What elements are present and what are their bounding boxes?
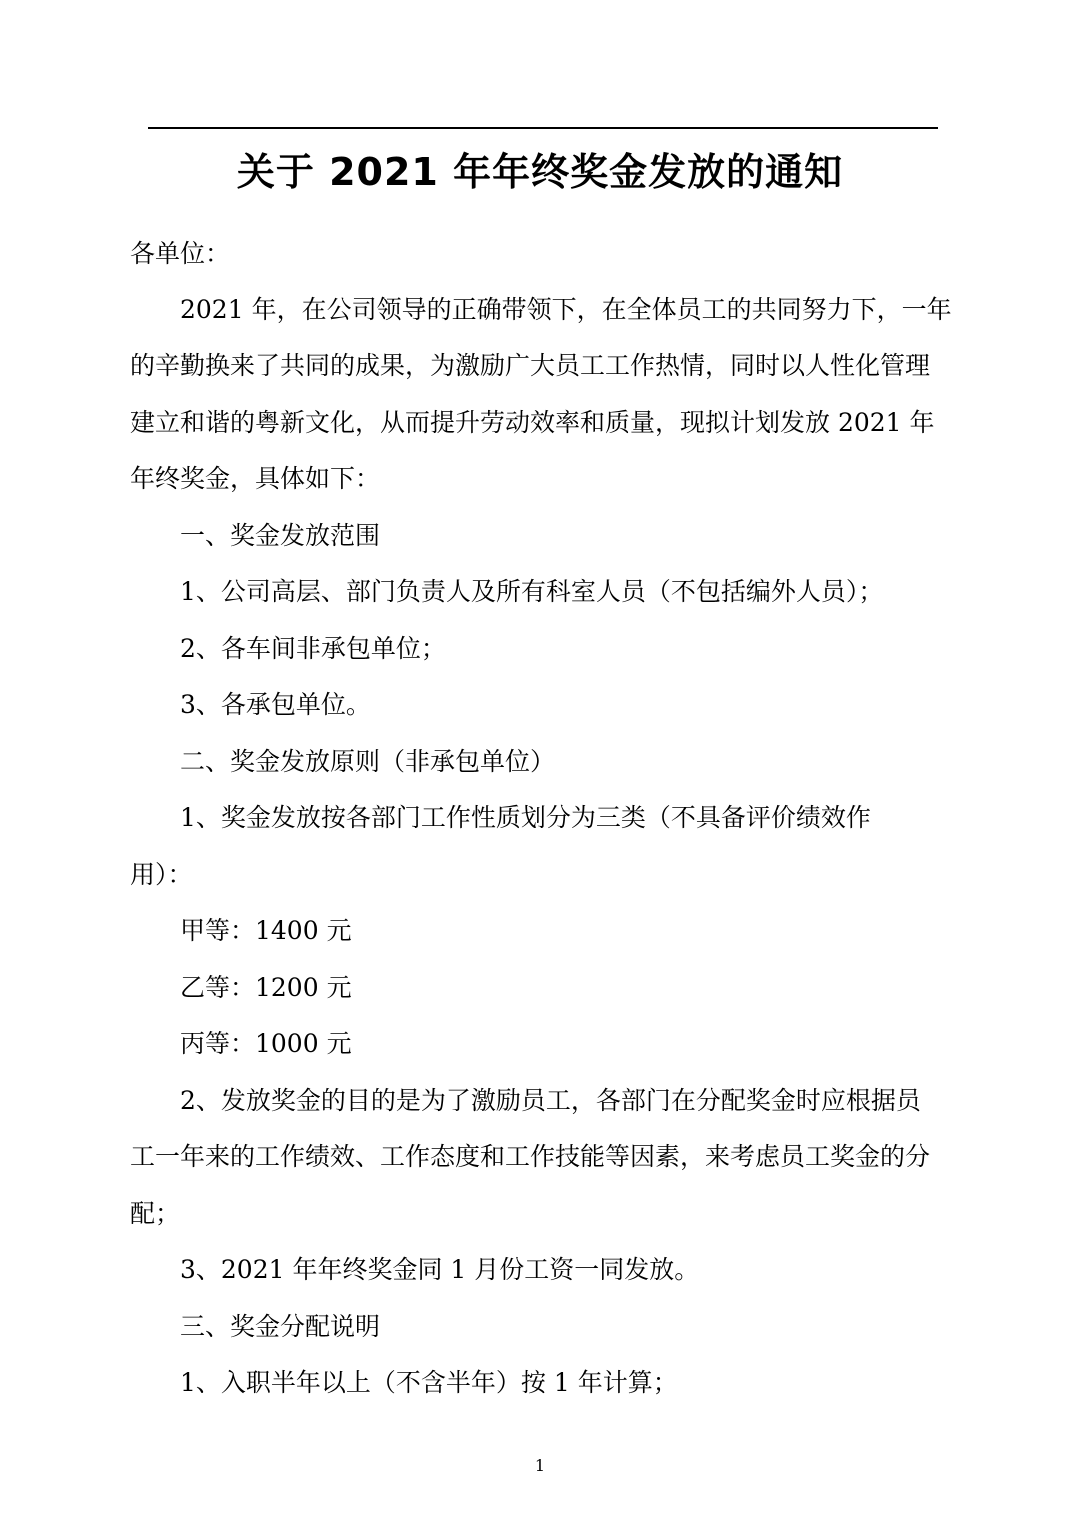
header-rule [148, 127, 938, 129]
section-2-item-2-line-1: 2、发放奖金的目的是为了激励员工，各部门在分配奖金时应根据员 [180, 1086, 921, 1115]
document-title: 关于 2021 年年终奖金发放的通知 [236, 150, 844, 194]
intro-line-4: 年终奖金，具体如下： [130, 464, 381, 493]
section-1-item-3: 3、各承包单位。 [180, 690, 371, 719]
intro-line-3: 建立和谐的粤新文化，从而提升劳动效率和质量，现拟计划发放 2021 年 [130, 408, 935, 437]
grade-a: 甲等：1400 元 [180, 916, 352, 945]
section-1-item-2: 2、各车间非承包单位； [180, 634, 446, 663]
intro-line-2: 的辛勤换来了共同的成果，为激励广大员工工作热情，同时以人性化管理 [130, 351, 931, 380]
section-2-item-1-line-2: 用）： [130, 860, 193, 889]
grade-b: 乙等：1200 元 [180, 973, 352, 1002]
section-2-item-1-line-1: 1、奖金发放按各部门工作性质划分为三类（不具备评价绩效作 [180, 803, 871, 832]
page-number: 1 [534, 1456, 546, 1475]
section-3-item-1: 1、入职半年以上（不含半年）按 1 年计算； [180, 1368, 678, 1397]
section-2-item-2-line-2: 工一年来的工作绩效、工作态度和工作技能等因素，来考虑员工奖金的分 [130, 1142, 931, 1171]
section-2-item-2-line-3: 配； [130, 1199, 181, 1228]
section-1-heading: 一、奖金发放范围 [180, 521, 381, 550]
section-3-heading: 三、奖金分配说明 [180, 1312, 381, 1341]
grade-c: 丙等：1000 元 [180, 1029, 352, 1058]
section-2-item-3: 3、2021 年年终奖金同 1 月份工资一同发放。 [180, 1255, 700, 1284]
intro-line-1: 2021 年，在公司领导的正确带领下，在全体员工的共同努力下，一年 [180, 295, 952, 324]
section-1-item-1: 1、公司高层、部门负责人及所有科室人员（不包括编外人员）； [180, 577, 884, 606]
salutation: 各单位： [130, 239, 231, 268]
section-2-heading: 二、奖金发放原则（非承包单位） [180, 747, 556, 776]
